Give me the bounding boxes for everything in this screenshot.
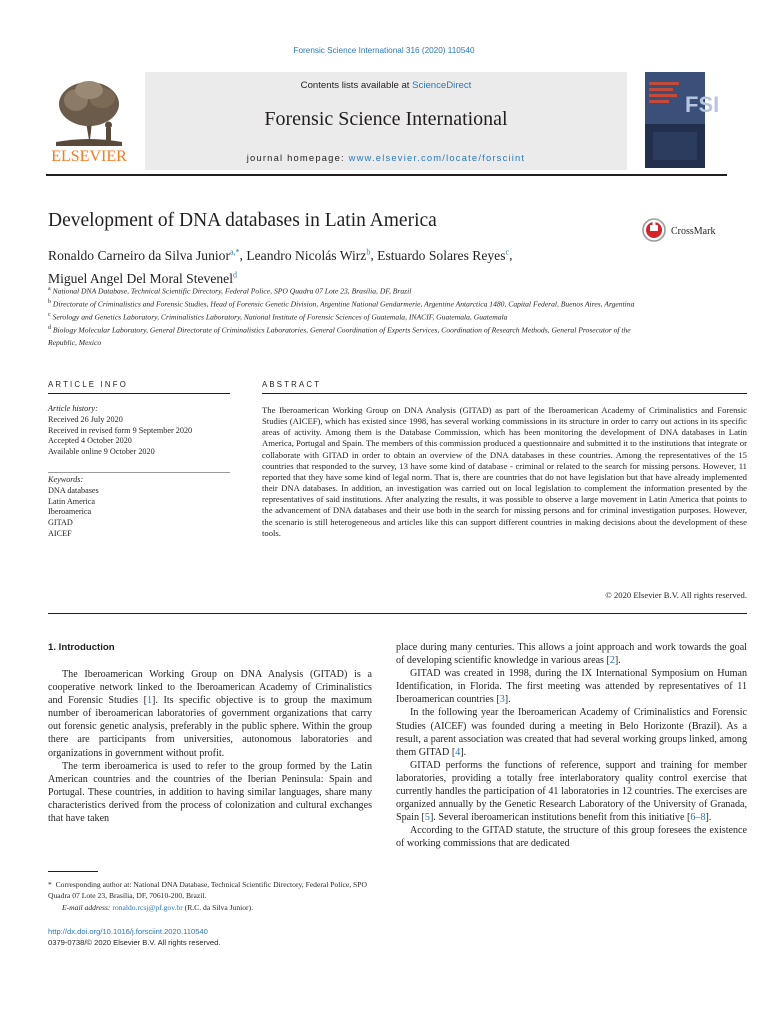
body-paragraph <box>396 759 747 824</box>
email-label: E-mail address: <box>62 902 111 912</box>
email-suffix: (R.C. da Silva Junior). <box>184 902 254 912</box>
body-paragraph <box>48 668 372 760</box>
body-paragraph <box>396 667 747 706</box>
author-name[interactable]: Miguel Angel Del Moral Stevenel <box>48 270 233 286</box>
body-paragraph <box>396 641 747 667</box>
citation-link[interactable]: 2 <box>609 655 615 667</box>
journal-header-band <box>145 72 627 170</box>
body-column-right <box>396 641 747 851</box>
doi-link[interactable]: http://dx.doi.org/10.1016/j.forsciint.2020.110540 <box>48 927 208 936</box>
crossmark-badge[interactable] <box>642 216 732 244</box>
paragraph-text: GITAD performs the functions of reference, support and training for member laboratories, providing a totally free interlaboratory quality control exercise that currently handles the participation of 41 laboratories in 12 countries. The exercises are organized annually by the Genetic Research Laboratory of the University of Granada, Spain [ <box>396 759 747 824</box>
paragraph-text: According to the GITAD statute, the structure of this group foresees the existence of working commissions that are dedicated <box>396 825 747 850</box>
author[interactable] <box>48 248 240 263</box>
affiliation <box>48 297 638 310</box>
affiliation-text: Directorate of Criminalistics and Forensic Studies, Head of Forensic Genetic Division, Argentine National Gendarmerie, Argentine Antarctica 1480, Capital Federal, Buenos Aires, Argentina <box>52 299 635 309</box>
history-entry: Available online 9 October 2020 <box>48 447 155 457</box>
keyword: AICEF <box>48 528 72 538</box>
paragraph-text: ]. Its specific objective is to group the maximum number of iberoamerican laboratories of government organizations that carry out forensic genetic analysis, preferably in the public sphere. Within the group there are participants from universities, autonomous laboratories and organizations in government without profit. <box>48 695 372 759</box>
author-separator: , <box>239 247 247 263</box>
article-history <box>48 404 230 458</box>
issn-line: 0379-0738/© 2020 Elsevier B.V. All rights reserved. <box>48 938 221 948</box>
crossmark-label: CrossMark <box>671 226 716 237</box>
keyword: Iberoamerica <box>48 507 92 517</box>
keyword-list <box>48 486 230 540</box>
journal-reference[interactable]: Forensic Science International 316 (2020) 110540 <box>293 46 475 55</box>
section-heading-introduction: 1. Introduction <box>48 642 115 653</box>
citation-link[interactable]: 6–8 <box>690 812 706 824</box>
sciencedirect-link[interactable]: ScienceDirect <box>412 80 472 91</box>
affiliation-key: a <box>48 286 51 292</box>
cover-art <box>645 72 720 168</box>
abstract-text: The Iberoamerican Working Group on DNA Analysis (GITAD) as part of the Iberoamerican Academy of Criminalistics and Forensic Studies (AICEF), which has existed since 1998, has several working commissions in its structure in order to carry out actions in its specific areas of activity. Among them is the Database Commission, which has been monitoring the development of DNA databases in Latin America, Portugal and Spain. The members of this commission produced a questionnaire and submitted it to the institutions that integrate or collaborate with GITAD in order to obtain an overview of the DNA databases in these countries. Among the representatives of the 15 countries that responded to the survey, 13 have some kind of database - criminal or related to the search for missing persons. However, 11 reported that they have some kind of legal norm. That is, there are countries that do not have legislation but that have already implemented their DNA databases. In addition, an investigation was carried out on local legislation to complement the information presented by the representatives of said institutions. After analyzing the results, it was possible to observe a large movement in Latin America that points to the advancement of DNA databases and their use both in the search for missing persons and for criminal investigation purposes. However, the scenario is still heterogeneous and articles like this can support different countries in making decisions about the development of these tools. <box>262 405 747 538</box>
abstract-copyright: © 2020 Elsevier B.V. All rights reserved. <box>605 590 747 600</box>
body-paragraph <box>396 706 747 758</box>
elsevier-wordmark: ELSEVIER <box>51 148 127 165</box>
citation-link[interactable]: 5 <box>424 812 430 824</box>
author-affiliation-mark[interactable]: a,* <box>229 247 240 256</box>
paragraph-text: ]. <box>460 746 467 758</box>
affiliation-key: d <box>48 325 51 332</box>
author-separator: , <box>370 247 378 263</box>
author-affiliation-mark[interactable]: d <box>233 270 237 280</box>
affiliation-text: National DNA Database, Technical Scientific Directory, Federal Police, SPO Quadra 07 Lote 23, Brasília, DF, Brazil <box>52 286 412 296</box>
history-list <box>48 415 230 458</box>
crossmark-icon <box>643 219 665 241</box>
history-entry: Received 26 July 2020 <box>48 414 123 424</box>
page-footer <box>48 926 220 949</box>
body-column-left <box>48 668 372 825</box>
journal-name: Forensic Science International <box>264 108 508 130</box>
homepage-line <box>145 152 627 163</box>
author[interactable] <box>246 248 370 263</box>
keyword: Latin America <box>48 496 96 506</box>
keywords-block <box>48 475 230 540</box>
tree-icon <box>56 81 122 146</box>
cover-monogram: FSI <box>685 92 720 117</box>
affiliation-key: b <box>48 299 51 306</box>
affiliation <box>48 284 638 297</box>
abstract-bottom-rule <box>48 613 747 614</box>
paragraph-text: ]. <box>614 655 621 667</box>
citation-link[interactable]: 4 <box>455 746 461 758</box>
author-name[interactable]: Ronaldo Carneiro da Silva Junior <box>48 247 230 263</box>
history-entry: Accepted 4 October 2020 <box>48 436 132 446</box>
author-affiliation-mark[interactable]: b <box>366 247 371 256</box>
affiliation-text: Serology and Genetics Laboratory, Criminalistics Laboratory, National Institute of Forensic Sciences of Guatemala, INACIF, Guatemala, Guatemala <box>52 312 508 322</box>
body-paragraph <box>396 824 747 850</box>
affiliation <box>48 323 638 348</box>
affiliation-key: c <box>48 312 51 319</box>
affiliation-text: Biology Molecular Laboratory, General Directorate of Criminalistics Laboratories, General Coordination of Experts Services, Coordination of Research Methods, General Prosecutor of the Republic, Mexico <box>48 325 631 347</box>
contents-prefix: Contents lists available at <box>300 80 413 91</box>
homepage-prefix: journal homepage: <box>246 152 349 163</box>
affiliation <box>48 310 638 323</box>
paragraph-text: place during many centuries. This allows a joint approach and work towards the goal of developing scientific knowledge in various areas [ <box>396 642 747 667</box>
author-name[interactable]: Estuardo Solares Reyes <box>377 247 506 263</box>
header-rule <box>46 174 727 176</box>
footnote-mark: * <box>48 880 52 889</box>
abstract-rule <box>262 393 747 394</box>
footnote-rule <box>48 871 98 872</box>
citation-link[interactable]: 3 <box>499 694 505 706</box>
contents-line <box>145 80 627 91</box>
article-title: Development of DNA databases in Latin America <box>48 210 437 231</box>
author[interactable] <box>377 248 509 263</box>
affiliation-list <box>48 284 638 348</box>
corresponding-author-footnote <box>48 879 378 913</box>
elsevier-logo <box>46 70 132 166</box>
citation-link[interactable]: 1 <box>147 695 153 707</box>
homepage-link[interactable]: www.elsevier.com/locate/forsciint <box>348 152 526 163</box>
article-info-heading: ARTICLE INFO <box>48 380 128 389</box>
paragraph-text: ]. <box>504 694 511 706</box>
abstract-heading: ABSTRACT <box>262 380 322 389</box>
history-label: Article history: <box>48 404 98 413</box>
footnote-text: Corresponding author at: National DNA Database, Technical Scientific Directory, Federal Police, SPO Quadra 07 Lote 23, Brasília, DF, 70610-200, Brazil. <box>48 880 367 901</box>
history-entry: Received in revised form 9 September 2020 <box>48 425 193 435</box>
keywords-label: Keywords: <box>48 475 84 484</box>
author-name[interactable]: Leandro Nicolás Wirz <box>246 247 367 263</box>
author-list <box>48 242 633 288</box>
author-affiliation-mark[interactable]: c <box>505 247 510 256</box>
paragraph-text: ]. Several iberoamerican institutions benefit from this initiative [ <box>429 812 691 824</box>
author-separator: , <box>509 247 513 263</box>
email-link[interactable]: ronaldo.rcsj@pf.gov.br <box>112 902 183 912</box>
keyword: DNA databases <box>48 485 99 495</box>
paragraph-text: ]. <box>705 812 712 824</box>
paragraph-text: The Iberoamerican Working Group on DNA Analysis (GITAD) is a cooperative network linked to the Iberoamerican Academy of Criminalistics and Forensic Studies [ <box>48 669 372 707</box>
paragraph-text: The term iberoamerica is used to refer to the group formed by the Latin American countries and the countries of the Iberian Peninsula: Spain and Portugal. These countries, in addition to having similar languages, share many characteristics derived from the process of colonization and cultural exchanges that have taken <box>48 760 372 825</box>
keywords-rule <box>48 472 230 473</box>
keyword: GITAD <box>48 518 73 528</box>
journal-cover-image[interactable] <box>645 72 720 168</box>
article-info-rule <box>48 393 230 394</box>
body-paragraph <box>48 760 372 825</box>
paragraph-text: GITAD was created in 1998, during the IX International Symposium on Human Identification, in Florida. The first meeting was attended by representatives of 11 Iberoamerican countries [ <box>396 668 747 706</box>
paragraph-text: In the following year the Iberoamerican Academy of Criminalistics and Forensic Studies (AICEF) was founded during a meeting in Belo Horizonte (Brazil). As a result, a parent association was created that had several working groups linked, among them GITAD [ <box>396 707 747 758</box>
